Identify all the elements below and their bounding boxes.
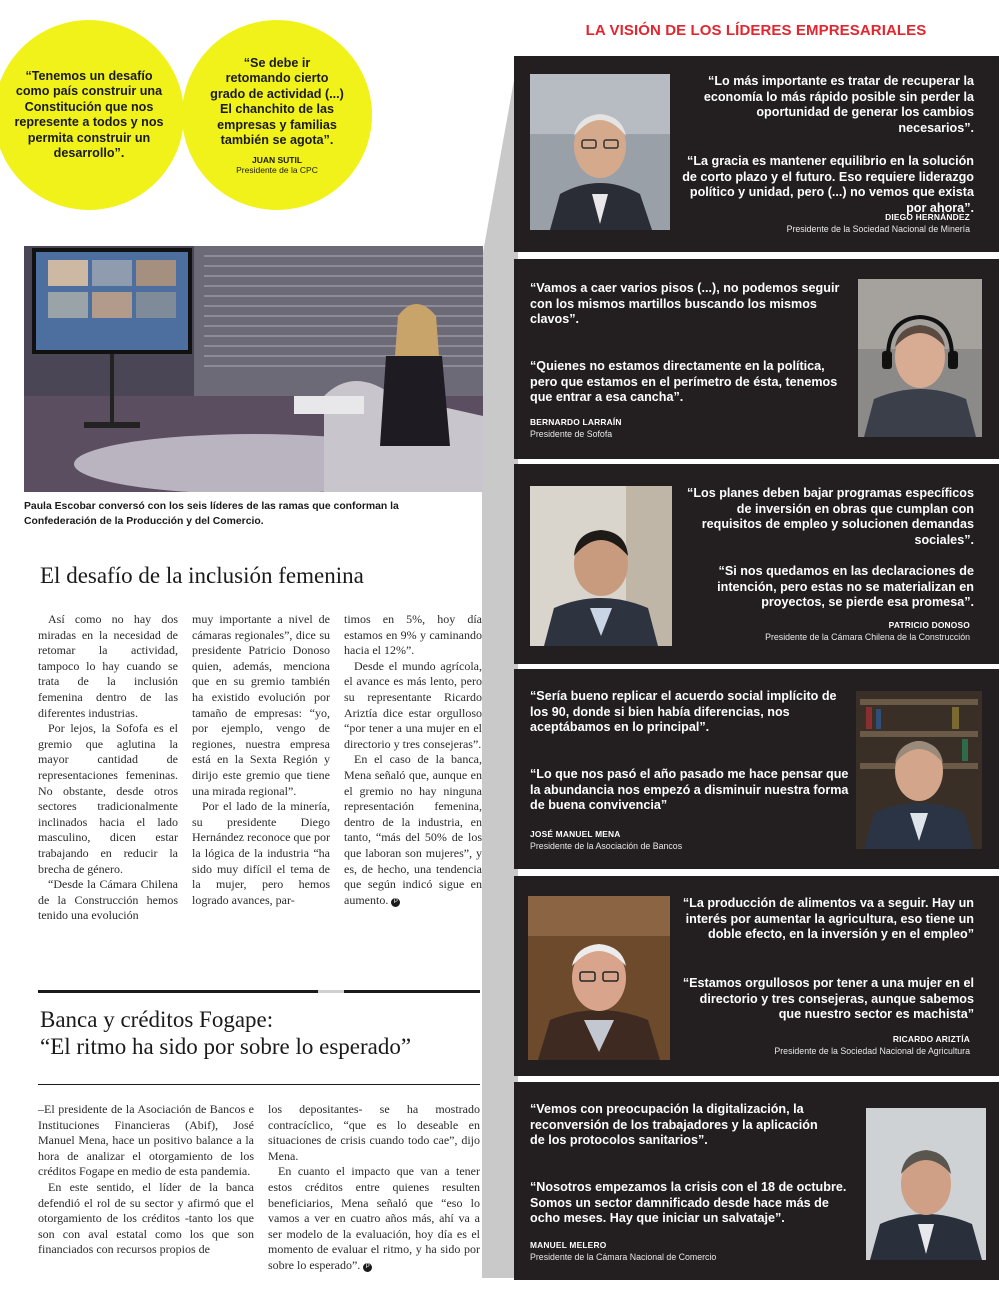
leader-quote-2: “Lo que nos pasó el año pasado me hace pensar que la abundancia nos empezó a disminuir nuestra forma de buena convivencia” <box>530 767 849 813</box>
article2-bottom-rule <box>38 1084 480 1085</box>
article1-col1 <box>38 612 178 924</box>
article1-paragraph-text: En el caso de la banca, Mena señaló que, aunque en el gremio no hay ninguna representación femenina, dentro de la industria, en tanto, “más del 50% de los que laboran son mujeres”, y es, de hecho, una tendencia que según indicó sigue en aumento. <box>344 752 482 907</box>
section-title: LA VISIÓN DE LOS LÍDERES EMPRESARIALES <box>585 22 927 39</box>
leader-quote-1: “La producción de alimentos va a seguir. Hay un interés por aumentar la agricultura, eso tiene un doble efecto, en la inversión y en el empleo” <box>682 896 974 942</box>
photo-caption: Paula Escobar conversó con los seis líderes de las ramas que conforman la Confederación de la Producción y del Comercio. <box>24 501 399 527</box>
leader-quote-2: “Estamos orgullosos por tener a una mujer en el directorio y tres consejeras, aunque sabemos que nuestro sector es machista” <box>682 976 974 1022</box>
end-mark-icon: P <box>391 898 400 907</box>
leader-panel-donoso <box>514 464 999 664</box>
leader-panel-ariztia <box>514 876 999 1076</box>
end-mark-icon: P <box>363 1263 372 1272</box>
article1-paragraph: muy importante a nivel de cámaras regionales”, dice su presidente Patricio Donoso quien, además, menciona que en su gremio también ha existido evolución por tamaño de empresas: “yo, por ejemplo, vengo de regiones, nuestra empresa está en la Sexta Región y dirijo este gremio que tiene una mirada regional”. <box>192 612 330 798</box>
leader-quote-2: “Si nos quedamos en las declaraciones de intención, pero estas no se materializan en proyectos, se pierde esa promesa”. <box>717 564 974 610</box>
quote-bubble-left <box>0 20 184 210</box>
article1-paragraph: Así como no hay dos miradas en la necesidad de retomar la actividad, tampoco lo hay cuando se trata de la inclusión femenina dentro de las diferentes industrias. <box>38 612 178 720</box>
bubble-quote: “Tenemos un desafío como país construir una Constitución que nos represente a todos y nos permita construir un desarrollo”. <box>14 68 164 160</box>
article1-paragraph: Por el lado de la minería, su presidente Diego Hernández reconoce que por la lógica de la industria “ha sido muy difícil el tema de la mujer, pero hemos logrado avances, par- <box>192 799 330 907</box>
leader-role: Presidente de la Cámara Chilena de la Construcción <box>765 632 970 642</box>
article2-top-rule <box>38 990 480 993</box>
leader-name: PATRICIO DONOSO <box>888 620 970 630</box>
leader-panel-melero <box>514 1082 999 1280</box>
leader-name: BERNARDO LARRAÍN <box>530 417 622 427</box>
article2-paragraph <box>268 1164 480 1273</box>
article2-paragraph: En este sentido, el líder de la banca defendió el rol de su sector y afirmó que el otorgamiento de los créditos -tanto los que son con aval estatal como los que son financiados con recursos propios de <box>38 1179 254 1257</box>
leader-quote-2: “Quienes no estamos directamente en la política, pero que estamos en el perímetro de ésta, tenemos que entrar a esa cancha”. <box>530 359 838 405</box>
article1-paragraph <box>344 752 482 908</box>
quote-bubble-right <box>182 20 372 210</box>
article1-col3 <box>344 612 482 908</box>
article2-title-line2: “El ritmo ha sido por sobre lo esperado” <box>40 1034 412 1059</box>
leader-quote-1: “Vemos con preocupación la digitalización, la reconversión de los trabajadores y la aplicación de los protocolos sanitarios”. <box>530 1102 818 1148</box>
article1-col2 <box>192 612 330 908</box>
leader-quote-1: “Vamos a caer varios pisos (...), no podemos seguir con los mismos martillos buscando los mismos clavos”. <box>530 281 840 327</box>
portrait-photo <box>866 1108 986 1260</box>
leader-role: Presidente de la Asociación de Bancos <box>530 841 683 851</box>
leader-role: Presidente de Sofofa <box>530 429 613 439</box>
leader-panel-larrain <box>514 259 999 459</box>
bubble-role: Presidente de la CPC <box>236 164 318 175</box>
article1-title: El desafío de la inclusión femenina <box>40 563 364 588</box>
portrait-photo <box>528 896 670 1060</box>
article2-paragraph: los depositantes- se ha mostrado contracíclico, “que es lo deseable en situaciones de crisis cuando todo cae”, dijo Mena. <box>268 1102 480 1163</box>
interview-photo <box>24 246 483 492</box>
article2-col2 <box>268 1102 480 1274</box>
leader-quote-1: “Los planes deben bajar programas específicos de inversión en obras que cumplan con requisitos de empleo y solucionen demandas sociales”. <box>687 486 974 547</box>
leader-quote-1: “Sería bueno replicar el acuerdo social implícito de los 90, donde si bien había diferencias, nos aceptábamos en lo principal”. <box>530 689 837 735</box>
bubble-quote: “Se debe ir retomando cierto grado de actividad (...) El chanchito de las empresas y familias también se agota”. <box>210 55 344 147</box>
article1-paragraph: Desde el mundo agrícola, el avance es más lento, pero su representante Ricardo Ariztía dice estar orgulloso “por tener a una mujer en el directorio y tres consejeras”. <box>344 658 482 751</box>
portrait-photo <box>530 74 670 230</box>
leader-name: DIEGO HERNÁNDEZ <box>885 212 970 222</box>
leaders-column <box>514 54 999 1280</box>
leader-panel-mena <box>514 669 999 869</box>
bubble-name: JUAN SUTIL <box>251 154 303 165</box>
leader-role: Presidente de la Sociedad Nacional de Minería <box>786 224 970 234</box>
article2-title-line1: Banca y créditos Fogape: <box>40 1007 274 1032</box>
article2-rule-accent <box>318 990 344 993</box>
article2-paragraph: –El presidente de la Asociación de Bancos e Instituciones Financieras (Abif), José Manuel Mena, hace un positivo balance a la hora de analizar el otorgamiento de los créditos Fogape en medio de esta pandemia. <box>38 1102 254 1179</box>
article1-paragraph: Por lejos, la Sofofa es el gremio que aglutina la mayor cantidad de representaciones femeninas. No obstante, desde otros sectores tradicionalmente inclinados hacia el lado masculino, dicen estar trabajando en reducir la brecha de género. <box>38 721 178 876</box>
article1-paragraph: “Desde la Cámara Chilena de la Construcción hemos tenido una evolución <box>38 877 178 923</box>
article2-col1 <box>38 1102 254 1258</box>
leader-name: MANUEL MELERO <box>530 1240 607 1250</box>
leader-quote-2: “Nosotros empezamos la crisis con el 18 de octubre. Somos un sector damnificado desde hace más de ocho meses. Hay que iniciar un salvataje”. <box>530 1180 847 1226</box>
leader-quote-1: “Lo más importante es tratar de recuperar la economía lo más rápido posible sin perder la oportunidad de generar los cambios necesarios”. <box>703 74 974 135</box>
portrait-photo <box>856 691 982 849</box>
article2-title <box>40 1006 411 1060</box>
portrait-photo <box>858 279 982 437</box>
article1-paragraph: timos en 5%, hoy día estamos en 9% y caminando hacia el 12%”. <box>344 612 482 658</box>
leader-role: Presidente de la Sociedad Nacional de Agricultura <box>774 1046 970 1056</box>
leader-panel-hernandez <box>514 56 999 252</box>
leader-role: Presidente de la Cámara Nacional de Comercio <box>530 1252 717 1262</box>
leader-name: JOSÉ MANUEL MENA <box>530 829 621 839</box>
leader-name: RICARDO ARIZTÍA <box>892 1034 970 1044</box>
decorative-wedge <box>482 58 518 1278</box>
portrait-photo <box>530 486 672 646</box>
article2-paragraph-text: En cuanto el impacto que van a tener estos créditos entre quienes resulten beneficiarios, Mena señaló que “eso lo vamos a ver en cuatro años más, ahí va a ser modelo de la evaluación, hoy día es el momento de evaluar el ritmo, y ha sido por sobre lo esperado”. <box>268 1164 480 1272</box>
leader-quote-2: “La gracia es mantener equilibrio en la solución de corto plazo y el futuro. Eso requiere liderazgo político y unidad, pero (...) no vemos que exista por ahora”. <box>682 154 974 215</box>
